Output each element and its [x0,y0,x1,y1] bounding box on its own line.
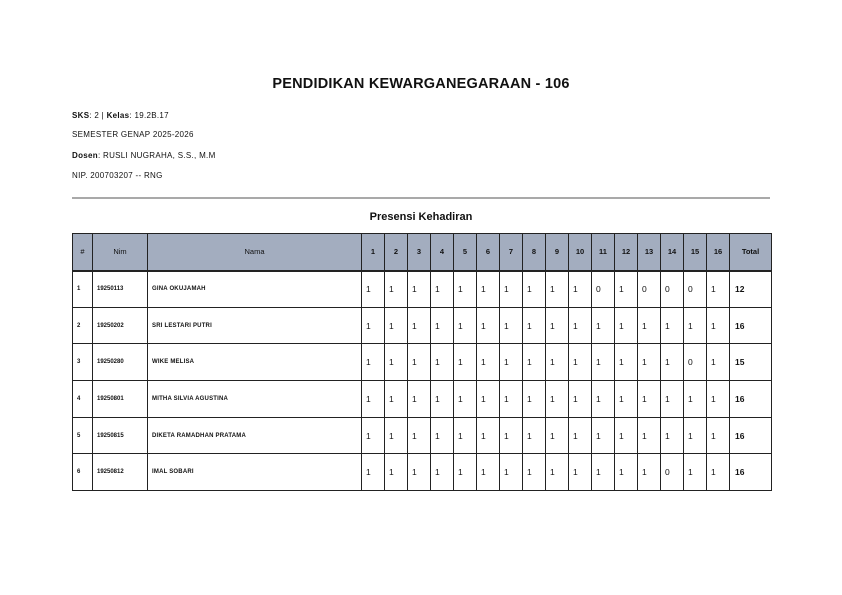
attendance-mark-10: 1 [569,417,592,454]
table-header-row [73,234,772,271]
attendance-mark-4: 1 [431,454,454,491]
row-number: 2 [73,307,93,344]
attendance-mark-4: 1 [431,381,454,418]
attendance-mark-11: 1 [592,307,615,344]
attendance-mark-4: 1 [431,417,454,454]
header-meeting-16: 16 [707,234,730,271]
attendance-mark-8: 1 [523,454,546,491]
attendance-mark-3: 1 [408,344,431,381]
header-meeting-7: 7 [500,234,523,271]
attendance-total: 15 [730,344,772,381]
attendance-mark-10: 1 [569,381,592,418]
attendance-mark-15: 1 [684,454,707,491]
attendance-mark-12: 1 [615,271,638,308]
attendance-mark-10: 1 [569,454,592,491]
attendance-mark-7: 1 [500,307,523,344]
attendance-mark-9: 1 [546,271,569,308]
attendance-total: 12 [730,271,772,308]
attendance-mark-10: 1 [569,344,592,381]
attendance-mark-3: 1 [408,417,431,454]
sks-value: : 2 | [89,111,107,120]
header-meeting-12: 12 [615,234,638,271]
attendance-mark-8: 1 [523,307,546,344]
attendance-mark-2: 1 [385,344,408,381]
attendance-mark-5: 1 [454,344,477,381]
attendance-mark-8: 1 [523,344,546,381]
row-number: 1 [73,271,93,308]
attendance-mark-14: 0 [661,271,684,308]
attendance-mark-12: 1 [615,454,638,491]
kelas-label: Kelas [106,111,130,120]
header-nim: Nim [93,234,148,271]
student-name: SRI LESTARI PUTRI [148,307,362,344]
header-meeting-15: 15 [684,234,707,271]
attendance-mark-14: 1 [661,417,684,454]
attendance-mark-2: 1 [385,307,408,344]
attendance-mark-3: 1 [408,271,431,308]
header-meeting-5: 5 [454,234,477,271]
attendance-mark-16: 1 [707,417,730,454]
kelas-value: : 19.2B.17 [129,111,169,120]
attendance-mark-7: 1 [500,454,523,491]
dosen-label: Dosen [72,151,98,160]
attendance-mark-5: 1 [454,307,477,344]
nip-line: NIP. 200703207 -- RNG [72,171,163,180]
header-meeting-10: 10 [569,234,592,271]
attendance-mark-1: 1 [362,307,385,344]
attendance-mark-7: 1 [500,344,523,381]
attendance-mark-6: 1 [477,454,500,491]
attendance-mark-4: 1 [431,344,454,381]
semester-line: SEMESTER GENAP 2025-2026 [72,130,194,139]
attendance-mark-5: 1 [454,271,477,308]
dosen-line [72,151,216,160]
attendance-mark-12: 1 [615,307,638,344]
table-row [73,307,772,344]
attendance-mark-16: 1 [707,381,730,418]
attendance-mark-11: 1 [592,454,615,491]
table-row [73,344,772,381]
row-number: 6 [73,454,93,491]
attendance-mark-9: 1 [546,381,569,418]
table-row [73,381,772,418]
attendance-mark-15: 1 [684,381,707,418]
attendance-mark-11: 1 [592,344,615,381]
sks-label: SKS [72,111,90,120]
attendance-mark-6: 1 [477,307,500,344]
attendance-mark-6: 1 [477,271,500,308]
attendance-mark-1: 1 [362,271,385,308]
student-nim: 19250202 [93,307,148,344]
attendance-mark-12: 1 [615,417,638,454]
header-no: # [73,234,93,271]
table-row [73,271,772,308]
attendance-mark-7: 1 [500,381,523,418]
header-meeting-4: 4 [431,234,454,271]
attendance-mark-1: 1 [362,417,385,454]
attendance-mark-6: 1 [477,417,500,454]
attendance-mark-15: 0 [684,271,707,308]
header-meeting-8: 8 [523,234,546,271]
attendance-mark-5: 1 [454,454,477,491]
table-row [73,417,772,454]
student-nim: 19250815 [93,417,148,454]
attendance-mark-14: 1 [661,381,684,418]
attendance-mark-2: 1 [385,454,408,491]
attendance-mark-16: 1 [707,271,730,308]
attendance-mark-13: 1 [638,307,661,344]
attendance-mark-14: 1 [661,307,684,344]
header-nama: Nama [148,234,362,271]
attendance-mark-14: 1 [661,344,684,381]
attendance-mark-13: 0 [638,271,661,308]
attendance-mark-9: 1 [546,417,569,454]
student-name: GINA OKUJAMAH [148,271,362,308]
attendance-mark-14: 0 [661,454,684,491]
student-nim: 19250812 [93,454,148,491]
attendance-mark-4: 1 [431,271,454,308]
attendance-mark-8: 1 [523,271,546,308]
attendance-mark-2: 1 [385,381,408,418]
attendance-mark-16: 1 [707,307,730,344]
attendance-mark-15: 1 [684,307,707,344]
student-name: DIKETA RAMADHAN PRATAMA [148,417,362,454]
header-meeting-6: 6 [477,234,500,271]
attendance-mark-1: 1 [362,454,385,491]
attendance-mark-7: 1 [500,417,523,454]
row-number: 4 [73,381,93,418]
attendance-total: 16 [730,454,772,491]
attendance-mark-12: 1 [615,381,638,418]
page-title: PENDIDIKAN KEWARGANEGARAAN - 106 [272,76,570,92]
header-meeting-11: 11 [592,234,615,271]
header-meeting-13: 13 [638,234,661,271]
attendance-mark-12: 1 [615,344,638,381]
row-number: 3 [73,344,93,381]
student-nim: 19250801 [93,381,148,418]
student-name: IMAL SOBARI [148,454,362,491]
attendance-mark-13: 1 [638,381,661,418]
attendance-mark-15: 1 [684,417,707,454]
attendance-mark-10: 1 [569,307,592,344]
student-name: WIKE MELISA [148,344,362,381]
attendance-mark-16: 1 [707,454,730,491]
header-meeting-3: 3 [408,234,431,271]
attendance-mark-1: 1 [362,344,385,381]
attendance-mark-10: 1 [569,271,592,308]
attendance-mark-11: 0 [592,271,615,308]
attendance-mark-6: 1 [477,381,500,418]
attendance-mark-13: 1 [638,344,661,381]
header-meeting-9: 9 [546,234,569,271]
attendance-mark-8: 1 [523,417,546,454]
attendance-mark-3: 1 [408,307,431,344]
attendance-mark-13: 1 [638,454,661,491]
attendance-mark-1: 1 [362,381,385,418]
header-meeting-14: 14 [661,234,684,271]
student-nim: 19250280 [93,344,148,381]
attendance-mark-11: 1 [592,381,615,418]
attendance-mark-11: 1 [592,417,615,454]
attendance-mark-9: 1 [546,454,569,491]
student-nim: 19250113 [93,271,148,308]
attendance-total: 16 [730,381,772,418]
attendance-mark-3: 1 [408,381,431,418]
row-number: 5 [73,417,93,454]
attendance-mark-9: 1 [546,344,569,381]
attendance-mark-7: 1 [500,271,523,308]
attendance-mark-3: 1 [408,454,431,491]
attendance-mark-13: 1 [638,417,661,454]
attendance-mark-15: 0 [684,344,707,381]
attendance-mark-9: 1 [546,307,569,344]
divider [72,197,770,199]
attendance-total: 16 [730,307,772,344]
student-name: MITHA SILVIA AGUSTINA [148,381,362,418]
header-meeting-2: 2 [385,234,408,271]
sks-kelas-line [72,111,169,120]
section-title: Presensi Kehadiran [369,211,473,223]
attendance-total: 16 [730,417,772,454]
attendance-mark-16: 1 [707,344,730,381]
attendance-mark-8: 1 [523,381,546,418]
attendance-mark-2: 1 [385,271,408,308]
header-total: Total [730,234,772,271]
dosen-value: : RUSLI NUGRAHA, S.S., M.M [97,151,216,160]
attendance-mark-5: 1 [454,381,477,418]
attendance-table [72,233,772,491]
attendance-mark-6: 1 [477,344,500,381]
header-meeting-1: 1 [362,234,385,271]
attendance-mark-4: 1 [431,307,454,344]
attendance-mark-2: 1 [385,417,408,454]
table-row [73,454,772,491]
attendance-mark-5: 1 [454,417,477,454]
